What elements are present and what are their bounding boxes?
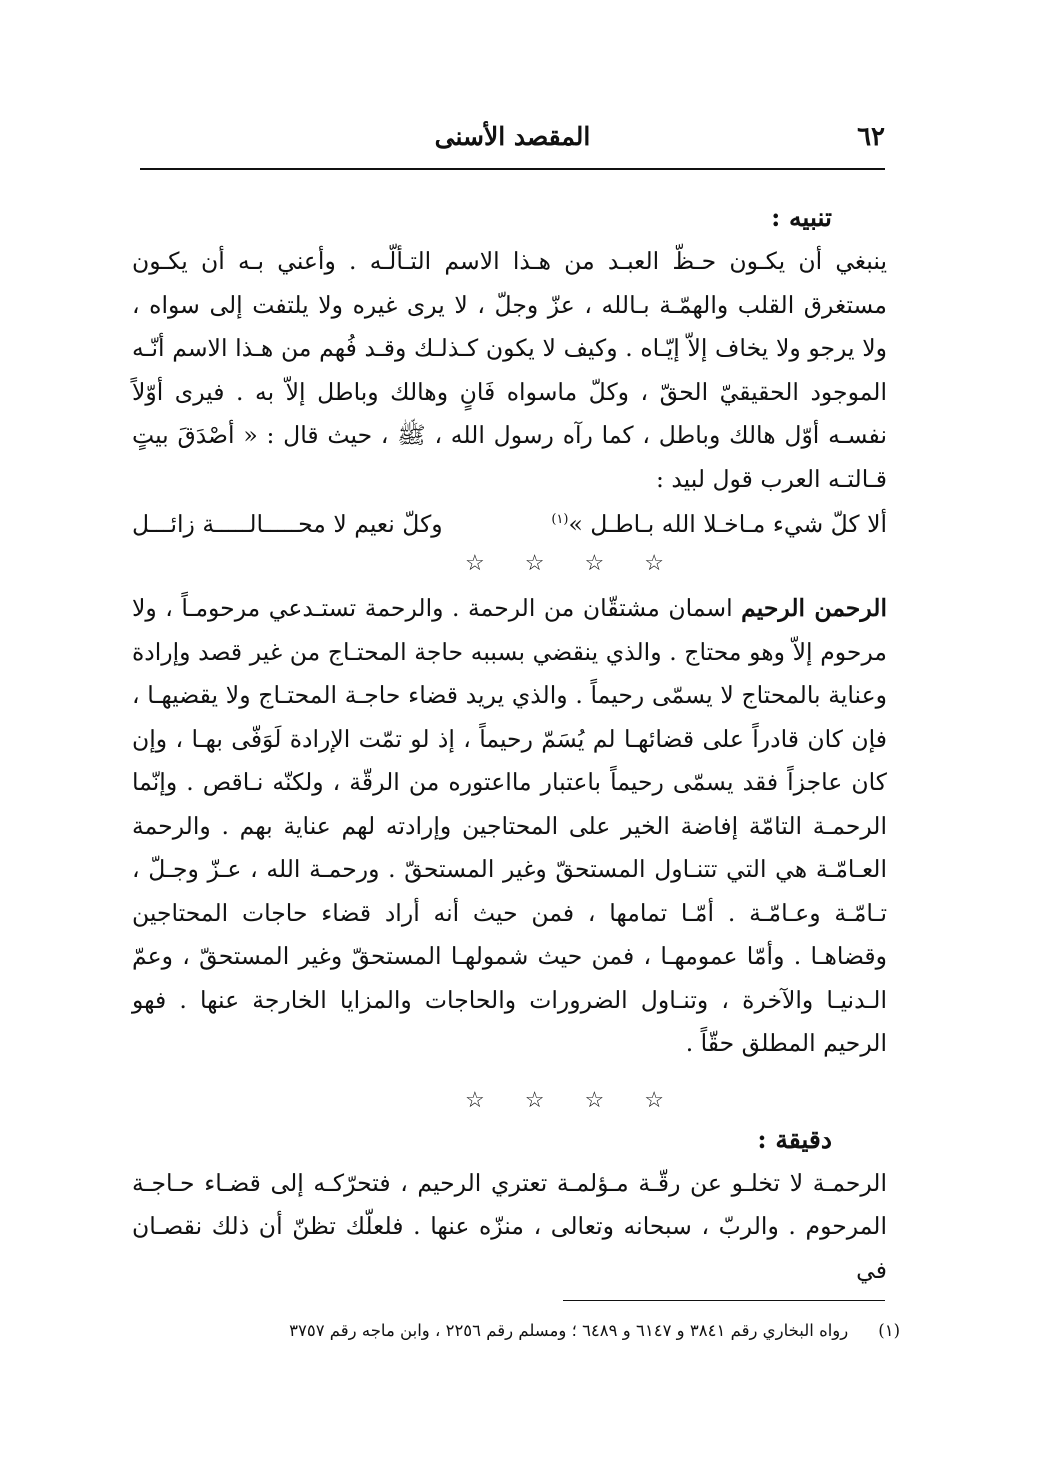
paragraph-daqiqa: الرحمـة لا تخلـو عن رقّـة مـؤلمـة تعتري الرحيم ، فتحرّكـه إلى قضـاء حـاجـة المرحوم . والربّ ، سبحانه وتعالى ، منزّه عنها . فلعلّك تظنّ أن ذلك نقصـان في: [132, 1168, 887, 1284]
star-icon: ☆: [644, 551, 664, 576]
verse-first-text: ألا كلّ شيء مـاخـلا الله بـاطـل »: [568, 510, 887, 538]
footnote-number: (١): [878, 1321, 900, 1340]
running-title: المقصد الأسنى: [434, 122, 591, 151]
star-icon: ☆: [644, 1087, 664, 1113]
page-header: [140, 122, 885, 162]
footnote-reference-mark[interactable]: (١): [551, 512, 569, 528]
page-body: [132, 196, 887, 1292]
star-icon: ☆: [584, 1087, 605, 1113]
footnote-text: رواه البخاري رقم ٣٨٤١ و ٦١٤٧ و ٦٤٨٩ ؛ ومسلم رقم ٢٢٥٦ ، وابن ماجه رقم ٣٧٥٧: [289, 1321, 849, 1340]
verse-first-hemistich: [551, 501, 887, 547]
star-divider: [132, 547, 887, 581]
footnote-rule: [563, 1300, 885, 1301]
footnote: [160, 1318, 900, 1344]
page-number: ٦٢: [857, 122, 885, 152]
section-heading-tanbih: تنبيه :: [771, 203, 832, 232]
verse-second-hemistich: وكلّ نعيم لا محـــــالـــــة زائـــل: [132, 510, 443, 538]
term-lead: الرحمن الرحيم: [741, 594, 887, 622]
star-icon: ☆: [524, 551, 545, 576]
header-rule: [140, 168, 885, 170]
paragraph-tanbih: ينبغي أن يكـون حـظّ العبـد من هـذا الاسم التـألّـه . وأعني بـه أن يكـون مستغرق القلب والهمّـة بـالله ، عزّ وجلّ ، لا يرى غيره ولا يلتفت إلى سواه ، ولا يرجو ولا يخاف إلاّ إيّـاه . وكيف لا يكون كـذلـك وقـد فُهم من هـذا الاسم أنّـه الموجود الحقيقيّ الحقّ ، وكلّ ماسواه فَانٍ وهالك وباطل إلاّ به . فيرى أوّلاً نفسـه أوّل هالك وباطل ، كما رآه رسول الله ، ﷺ ، حيث قال : « أصْدَقَ بيتٍ قـالتـه العرب قول لبيد :: [132, 247, 887, 493]
star-icon: ☆: [584, 551, 605, 576]
star-divider: [132, 1084, 887, 1118]
paragraph-rahman-text: اسمان مشتقّان من الرحمة . والرحمة تستـدعي مرحومـاً ، ولا مرحوم إلاّ وهو محتاج . والذي ينقضي بسببه حاجة المحتـاج من غير قصد وإرادة وعناية بالمحتاج لا يسمّى رحيماً . والذي يريد قضاء حاجـة المحتـاج ولا يقضيهـا ، فإن كان قادراً على قضائهـا لم يُسَمّ رحيماً ، إذ لو تمّت الإرادة لَوَفّى بهـا ، وإن كان عاجزاً فقد يسمّى رحيماً باعتبار مااعتوره من الرقّة ، ولكنّه نـاقص . وإنّما الرحمـة التامّة إفاضة الخير على المحتاجين وإرادته لهم عناية بهم . والرحمة العـامّـة هي التي تتنـاول المستحقّ وغير المستحقّ . ورحمـة الله ، عـزّ وجـلّ ، تـامّـة وعـامّـة . أمّـا تمامها ، فمن حيث أنه أراد قضاء حاجات المحتاجين وقضاهـا . وأمّا عمومهـا ، فمن حيث شمولهـا المستحقّ وغير المستحقّ ، وعمّ الـدنيـا والآخرة ، وتنـاول الضرورات والحاجات والمزايا الخارجة عنها . فهو الرحيم المطلق حقّاً .: [132, 594, 887, 1057]
poem-verse: [132, 501, 887, 547]
section-heading-daqiqa: دقيقة :: [757, 1124, 832, 1154]
paragraph-rahman-rahim: [132, 587, 887, 1066]
star-icon: ☆: [524, 1087, 545, 1113]
star-icon: ☆: [465, 551, 485, 576]
star-icon: ☆: [465, 1087, 485, 1113]
spacer: [132, 1066, 887, 1084]
